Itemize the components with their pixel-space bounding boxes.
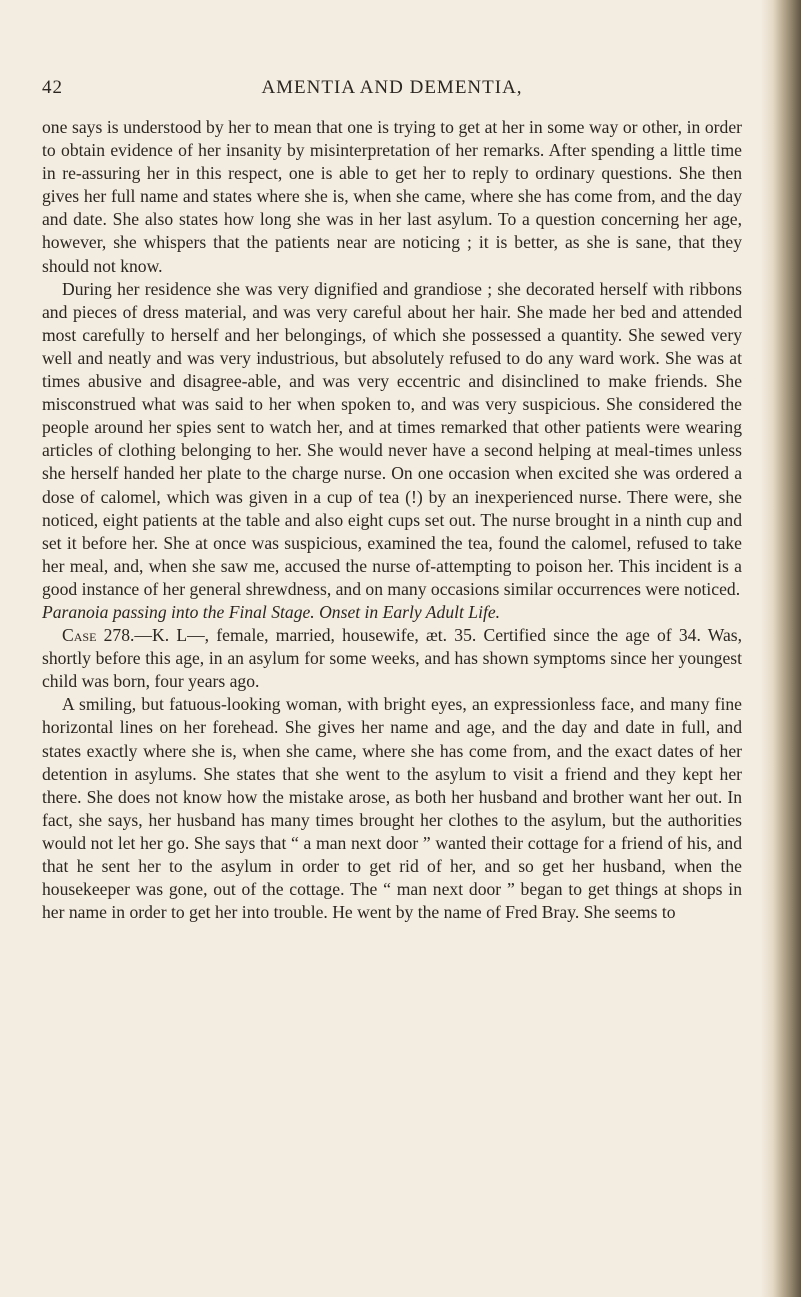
case-details: —K. L—, female, married, housewife, æt. 35. Certified since the age of 34. Was, shortly before this age, in an asylum for some weeks, and has shown symptoms since her youngest child was born, four years ago.: [42, 625, 742, 692]
paragraph-description: A smiling, but fatuous-looking woman, with bright eyes, an expressionless face, and many fine horizontal lines on her forehead. She gives her name and age, and the day and date in full, and states exactly where she is, when she came, where she has come from, and the exact dates of her detention in asylums. She states that she went to the asylum to visit a friend and they kept her there. She does not know how the mistake arose, as both her husband and brother want her out. In fact, she says, her husband has many times brought her clothes to the asylum, but the authorities would not let her go. She says that “ a man next door ” wanted their cottage for a friend of his, and that he sent her to the asylum in order to get rid of her, and so get her husband, when the housekeeper was gone, out of the cottage. The “ man next door ” began to get things at shops in her name in order to get her into trouble. He went by the name of Fred Bray. She seems to: [42, 694, 742, 923]
body-text: [42, 116, 742, 924]
page-header: [42, 77, 742, 107]
paragraph-continuation: one says is understood by her to mean that one is trying to get at her in some way or other, in order to obtain evidence of her insanity by misinterpretation of her remarks. After spending a little time in re-assuring her in this respect, one is able to get her to reply to ordinary questions. She then gives her full name and states where she is, when she came, where she has come from, and the day and date. She also states how long she was in her last asylum. To a question concerning her age, however, she whispers that the patients near are noticing ; it is better, as she is sane, that they should not know.: [42, 117, 742, 276]
paragraph-case: [42, 624, 742, 693]
section-heading: Paranoia passing into the Final Stage. Onset in Early Adult Life.: [42, 601, 501, 622]
case-label: Case 278.: [62, 625, 135, 646]
paragraph-residence: During her residence she was very dignified and grandiose ; she decorated herself with ribbons and pieces of dress material, and was very careful about her hair. She made her bed and attended most carefully to herself and her belongings, of which she possessed a quantity. She sewed very well and neatly and was very industrious, but absolutely refused to do any ward work. She was at times abusive and disagree-able, and was very eccentric and disinclined to make friends. She misconstrued what was said to her when spoken to, and was very suspicious. She considered the people around her spies sent to watch her, and at times remarked that other patients were wearing articles of clothing belonging to her. She would never have a second helping at meal-times unless she herself handed her plate to the charge nurse. On one occasion when excited she was ordered a dose of calomel, which was given in a cup of tea (!) by an inexperienced nurse. There were, she noticed, eight patients at the table and also eight cups set out. The nurse brought in a ninth cup and set it before her. She at once was suspicious, examined the tea, found the calomel, refused to take her meal, and, when she saw me, accused the nurse of-attempting to poison her. This incident is a good instance of her general shrewdness, and on many occasions similar occurrences were noticed.: [42, 278, 742, 599]
page-number: 42: [42, 77, 63, 98]
page-edge-shadow: [761, 0, 801, 1297]
running-head: AMENTIA AND DEMENTIA,: [261, 77, 523, 98]
